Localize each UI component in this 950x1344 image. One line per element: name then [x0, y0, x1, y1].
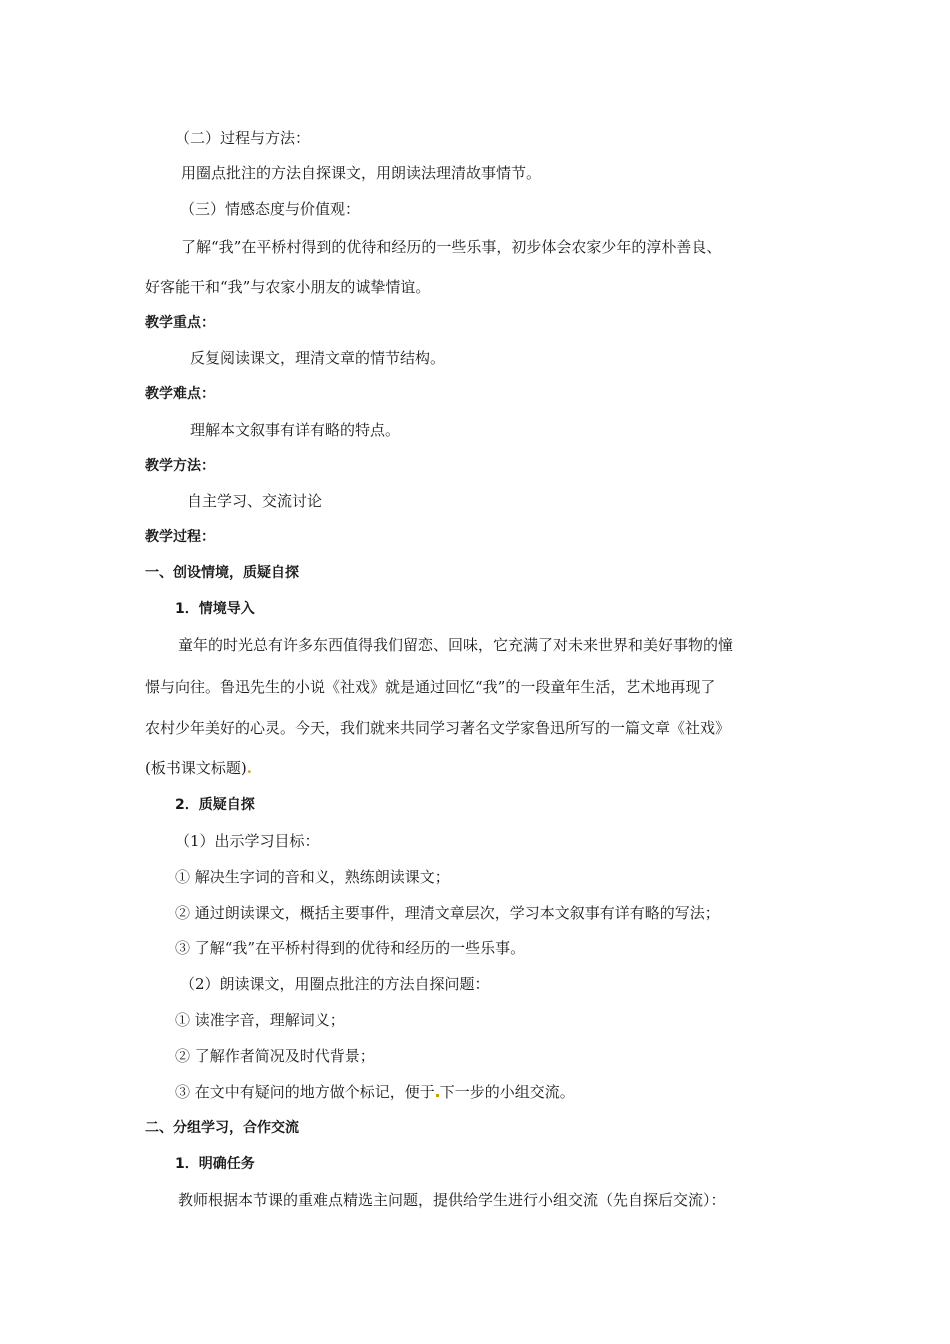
- intro-line-4: [145, 758, 252, 778]
- intro-line-1: 童年的时光总有许多东西值得我们留恋、回味，它充满了对未来世界和美好事物的憧: [178, 636, 734, 654]
- read-item-3-part-1: ③ 在文中有疑问的地方做个标记，便于: [175, 1083, 435, 1101]
- goals-title: （1）出示学习目标：: [175, 832, 320, 850]
- intro-line-4-text: (板书课文标题): [145, 759, 247, 777]
- section-2-item-1-title: 1．明确任务: [175, 1156, 255, 1172]
- goal-item-2: ② 通过朗读课文，概括主要事件，理清文章层次，学习本文叙事有详有略的写法；: [175, 904, 720, 922]
- read-item-2: ② 了解作者简况及时代背景；: [175, 1047, 375, 1065]
- difficulties-text: 理解本文叙事有详有略的特点。: [190, 421, 401, 439]
- section-1-item-1-title: 1．情境导入: [175, 601, 255, 617]
- process-method-heading: （二）过程与方法：: [175, 129, 311, 147]
- read-item-1: ① 读准字音，理解词义；: [175, 1011, 345, 1029]
- emotion-text-line-1: 了解“我”在平桥村得到的优待和经历的一些乐事，初步体会农家少年的淳朴善良、: [181, 238, 722, 256]
- goal-item-1: ① 解决生字词的音和义，熟练朗读课文；: [175, 868, 450, 886]
- methods-label: 教学方法：: [145, 458, 215, 474]
- difficulties-label: 教学难点：: [145, 386, 215, 402]
- section-1-title: 一、创设情境，质疑自探: [145, 565, 299, 581]
- section-1-item-2-title: 2．质疑自探: [175, 797, 255, 813]
- section-2-title: 二、分组学习，合作交流: [145, 1120, 299, 1136]
- highlight-dot: [436, 1094, 439, 1097]
- process-label: 教学过程：: [145, 529, 215, 545]
- emotion-heading: （三）情感态度与价值观：: [180, 200, 361, 218]
- emotion-text-line-2: 好客能干和“我”与农家小朋友的诚挚情谊。: [145, 278, 431, 296]
- key-points-text: 反复阅读课文，理清文章的情节结构。: [190, 349, 446, 367]
- goal-item-3: ③ 了解“我”在平桥村得到的优待和经历的一些乐事。: [175, 939, 526, 957]
- section-2-text: 教师根据本节课的重难点精选主问题，提供给学生进行小组交流（先自探后交流）：: [178, 1191, 726, 1209]
- key-points-label: 教学重点：: [145, 315, 215, 331]
- intro-line-3: 农村少年美好的心灵。今天，我们就来共同学习著名文学家鲁迅所写的一篇文章《社戏》: [145, 719, 731, 737]
- methods-text: 自主学习、交流讨论: [187, 492, 323, 510]
- intro-line-2: 憬与向往。鲁迅先生的小说《社戏》就是通过回忆“我”的一段童年生活，艺术地再现了: [145, 678, 716, 696]
- intro-line-4-end: .: [246, 759, 252, 777]
- read-item-3: [175, 1082, 575, 1102]
- process-method-text: 用圈点批注的方法自探课文，用朗读法理清故事情节。: [181, 164, 542, 182]
- read-item-3-part-2: 下一步的小组交流。: [439, 1083, 575, 1101]
- read-title: （2）朗读课文，用圈点批注的方法自探问题：: [180, 975, 490, 993]
